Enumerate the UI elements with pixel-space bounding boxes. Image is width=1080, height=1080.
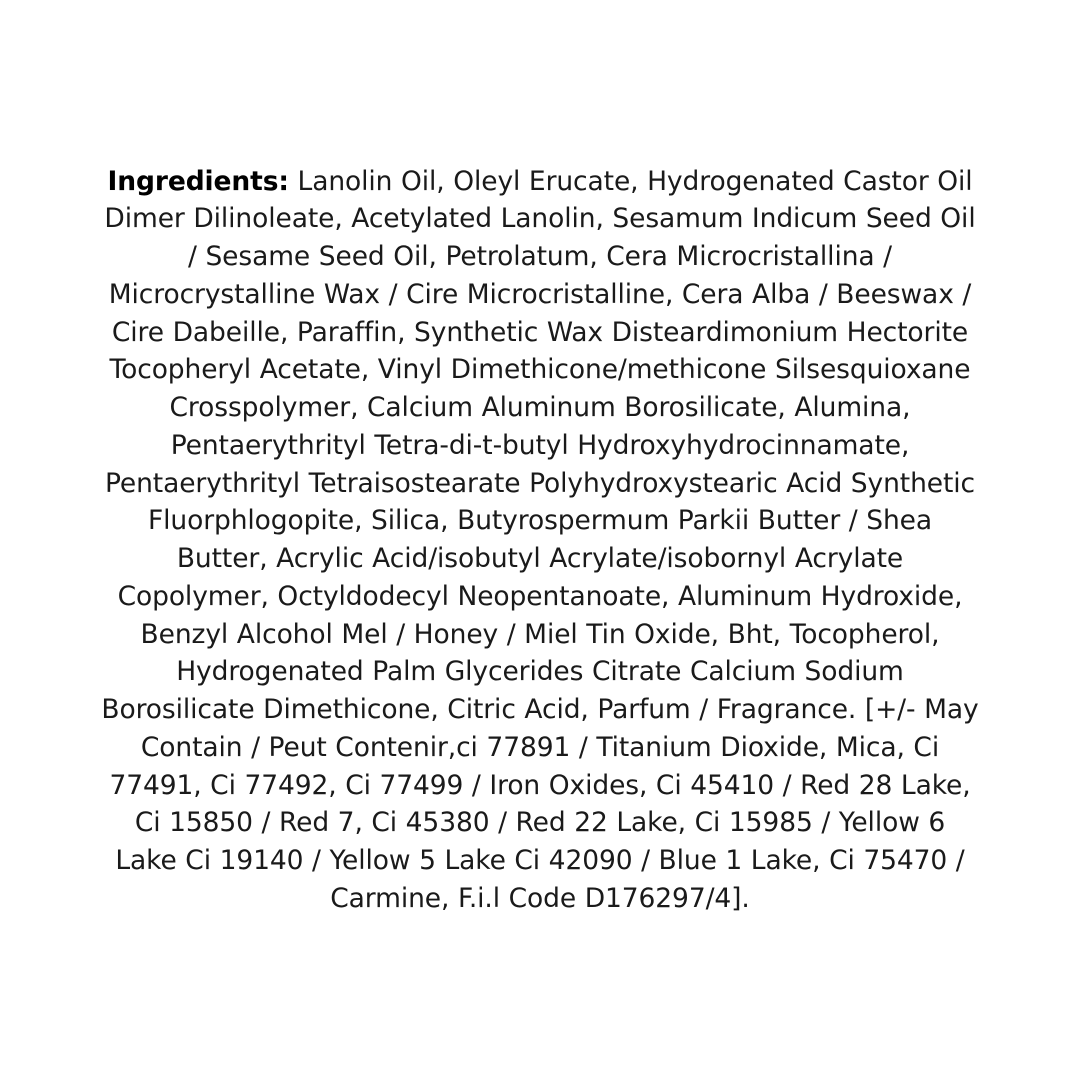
- ingredients-paragraph: [100, 163, 980, 918]
- ingredients-label: Ingredients:: [107, 165, 289, 197]
- ingredients-list-text: Lanolin Oil, Oleyl Erucate, Hydrogenated Castor Oil Dimer Dilinoleate, Acetylated Lanolin, Sesamum Indicum Seed Oil / Sesame Seed Oil, Petrolatum, Cera Microcristallina / Microcrystalline Wax / Cire Microcristalline, Cera Alba / Beeswax / Cire Dabeille, Paraffin, Synthetic Wax Disteardimonium Hectorite Tocopheryl Acetate, Vinyl Dimethicone/methicone Silsesquioxane Crosspolymer, Calcium Aluminum Borosilicate, Alumina, Pentaerythrityl Tetra-di-t-butyl Hydroxyhydrocinnamate, Pentaerythrityl Tetraisostearate Polyhydroxystearic Acid Synthetic Fluorphlogopite, Silica, Butyrospermum Parkii Butter / Shea Butter, Acrylic Acid/isobutyl Acrylate/isobornyl Acrylate Copolymer, Octyldodecyl Neopentanoate, Aluminum Hydroxide, Benzyl Alcohol Mel / Honey / Miel Tin Oxide, Bht, Tocopherol, Hydrogenated Palm Glycerides Citrate Calcium Sodium Borosilicate Dimethicone, Citric Acid, Parfum / Fragrance. [+/- May Contain / Peut Contenir,ci 77891 / Titanium Dioxide, Mica, Ci 77491, Ci 77492, Ci 77499 / Iron Oxides, Ci 45410 / Red 28 Lake, Ci 15850 / Red 7, Ci 45380 / Red 22 Lake, Ci 15985 / Yellow 6 Lake Ci 19140 / Yellow 5 Lake Ci 42090 / Blue 1 Lake, Ci 75470 / Carmine, F.i.l Code D176297/4].: [101, 165, 979, 914]
